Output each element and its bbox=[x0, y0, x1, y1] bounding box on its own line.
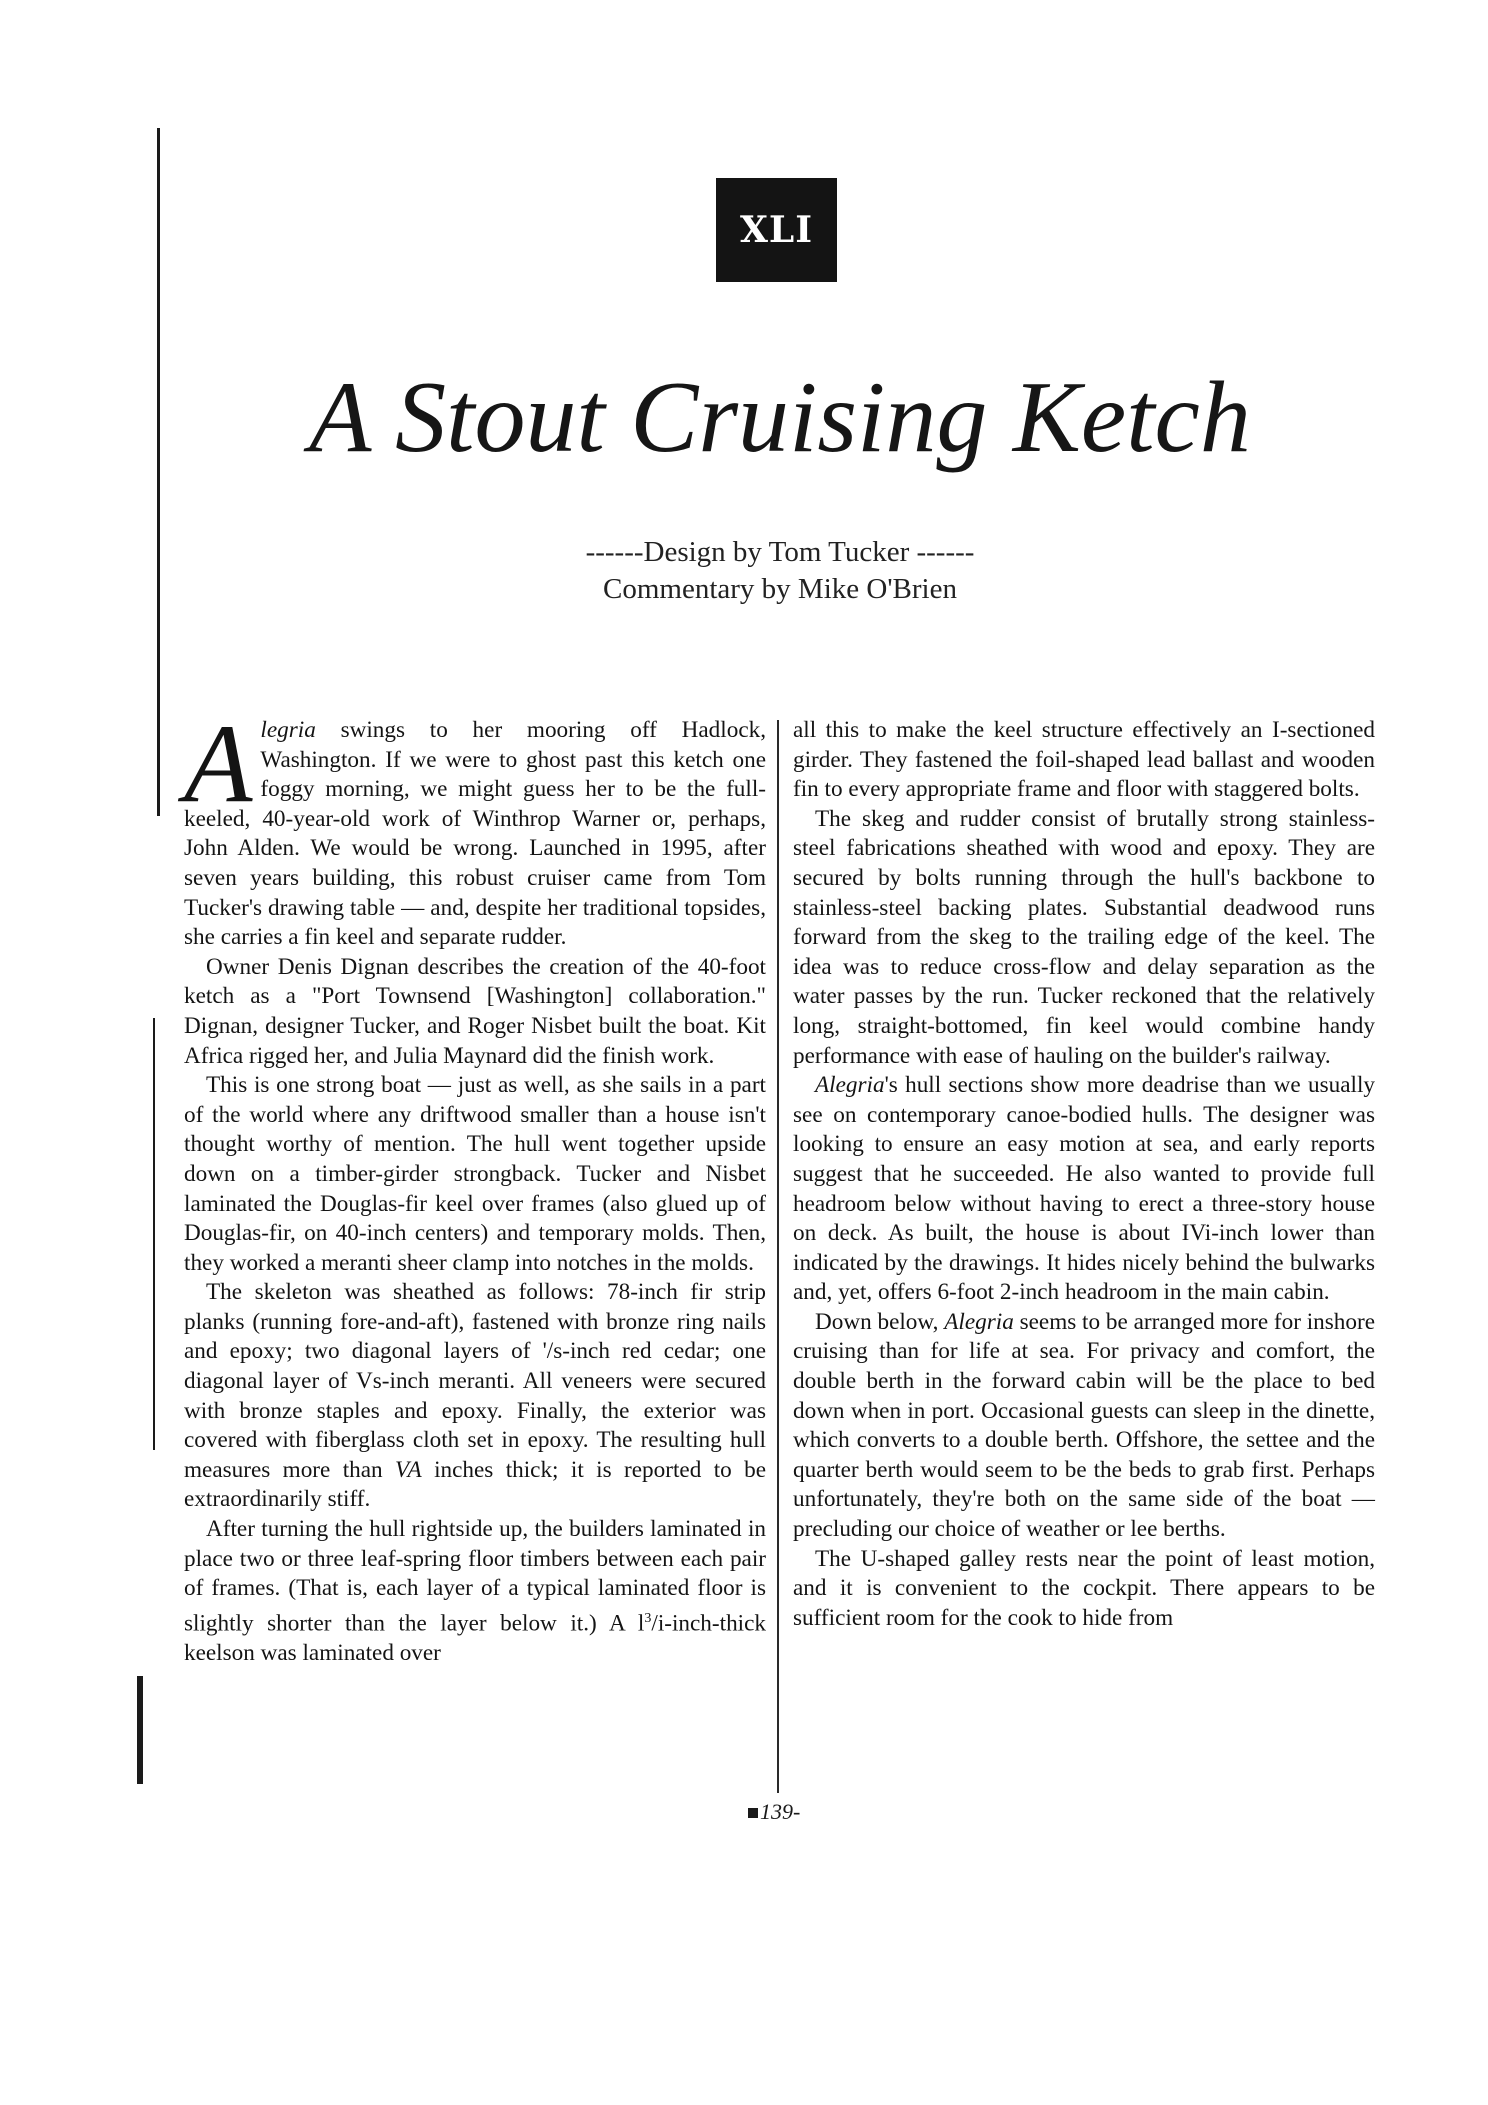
design-credit: ------Design by Tom Tucker ------ bbox=[585, 536, 975, 568]
commentary-credit: Commentary by Mike O'Brien bbox=[603, 573, 957, 605]
paragraph-1 bbox=[184, 702, 766, 953]
paragraph-9-start: Down below, bbox=[815, 1308, 939, 1335]
paragraph-5 bbox=[184, 1515, 766, 1669]
boat-name: Alegria bbox=[944, 1308, 1014, 1335]
paragraph-4-italic: VA bbox=[395, 1456, 422, 1483]
margin-rule-middle bbox=[153, 1018, 155, 1450]
paragraph-2: Owner Denis Dignan describes the creation of the 40-foot ketch as a "Port Townsend [Washington] collaboration." Dignan, designer Tucker, and Roger Nisbet built the boat. Kit Africa rigged her, and Julia Maynard did the finish work. bbox=[184, 953, 766, 1069]
paragraph-8-text: 's hull sections show more deadrise than we usually see on contemporary canoe-bodied hulls. The designer was looking to ensure an easy motion at sea, and early reports suggest that he succeeded. He also wanted to provide full headroom below without having to erect a three-story house on deck. As built, the house is about IVi-inch lower than indicated by the drawings. It hides nicely behind the bulwarks and, yet, offers 6-foot 2-inch headroom in the main cabin. bbox=[793, 1072, 1375, 1306]
drop-cap: A bbox=[184, 702, 253, 826]
left-column bbox=[184, 702, 767, 1669]
paragraph-9 bbox=[793, 1308, 1375, 1545]
paragraph-10: The U-shaped galley rests near the point of least motion, and it is convenient to the cockpit. There appears to be sufficient room for the cook to hide from bbox=[793, 1545, 1375, 1631]
right-column bbox=[793, 716, 1375, 1633]
column-divider bbox=[777, 720, 779, 1793]
margin-rule-bottom bbox=[137, 1676, 143, 1784]
boat-name: Alegria bbox=[815, 1072, 885, 1099]
boat-name-lead: legria bbox=[260, 717, 316, 743]
paragraph-7: The skeg and rudder consist of brutally strong stainless-steel fabrications sheathed with wood and epoxy. They are secured by bolts running through the hull's backbone to stainless-steel backing plates. Substantial deadwood runs forward from the skeg to the trailing edge of the keel. The idea was to reduce cross-flow and delay separation as the water passes by the run. Tucker reckoned that the relatively long, straight-bottomed, fin keel would combine handy performance with ease of hauling on the builder's railway. bbox=[793, 805, 1375, 1069]
paragraph-5-superscript: 3 bbox=[644, 1610, 652, 1626]
paragraph-5-end: /i-inch-thick keelson was laminated over bbox=[184, 1610, 766, 1667]
article-title: A Stout Cruising Ketch bbox=[309, 361, 1251, 474]
paragraph-1-text: swings to her mooring off Hadlock, Washington. If we were to ghost past this ketch one foggy morning, we might guess her to be the full-keeled, 40-year-old work of Winthrop Warner or, perhaps, John Alden. We would be wrong. Launched in 1995, after seven years building, this robust cruiser came from Tom Tucker's drawing table — and, despite her traditional topsides, she carries a fin keel and separate rudder. bbox=[184, 717, 766, 951]
page-number bbox=[748, 1799, 800, 1825]
paragraph-4-end: inches thick; it is reported to be extraordinarily stiff. bbox=[184, 1456, 767, 1513]
paragraph-3: This is one strong boat — just as well, as she sails in a part of the world where any driftwood smaller than a house isn't thought worthy of mention. The hull went together upside down on a timber-girder strongback. Tucker and Nisbet laminated the Douglas-fir keel over frames (also glued up of Douglas-fir, on 40-inch centers) and temporary molds. Then, they worked a meranti sheer clamp into notches in the molds. bbox=[184, 1072, 766, 1276]
folio-square-icon bbox=[748, 1808, 758, 1818]
paragraph-8 bbox=[793, 1071, 1375, 1308]
page-number-text: 139- bbox=[760, 1799, 801, 1824]
paragraph-6: all this to make the keel structure effectively an I-sectioned girder. They fastened the foil-shaped lead ballast and wooden fin to every appropriate frame and floor with staggered bolts. bbox=[793, 717, 1375, 803]
chapter-number: XLI bbox=[739, 209, 814, 251]
paragraph-4-text: The skeleton was sheathed as follows: 78-inch fir strip planks (running fore-and-aft), fastened with bronze ring nails and epoxy; two diagonal layers of '/s-inch red cedar; one diagonal layer of Vs-inch meranti. All veneers were secured with bronze staples and epoxy. Finally, the exterior was covered with fiberglass cloth set in epoxy. The resulting hull measures more than bbox=[184, 1279, 766, 1483]
paragraph-4 bbox=[184, 1278, 766, 1515]
paragraph-9-text: seems to be arranged more for inshore cruising than for life at sea. For privacy and comfort, the double berth in the forward cabin will be the place to bed down when in port. Occasional guests can sleep in the dinette, which converts to a double berth. Offshore, the settee and the quarter berth would seem to be the beds to grab first. Perhaps unfortunately, they're both on the same side of the boat — precluding our choice of weather or lee berths. bbox=[793, 1308, 1376, 1543]
paragraph-5-text: After turning the hull rightside up, the builders laminated in place two or three leaf-spring floor timbers between each pair of frames. (That is, each layer of a typical laminated floor is slightly shorter than the layer below it.) A l bbox=[184, 1516, 766, 1637]
chapter-number-box bbox=[716, 178, 837, 282]
